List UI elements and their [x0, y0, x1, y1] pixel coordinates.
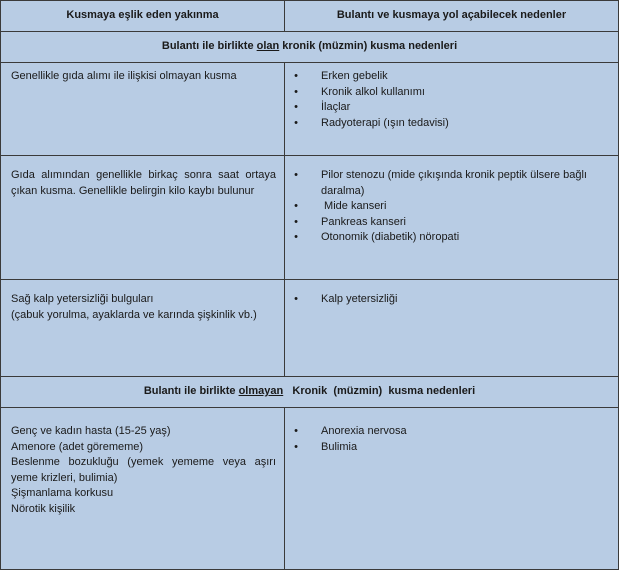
complaint-cell: Sağ kalp yetersizliği bulguları (çabuk yorulma, ayaklarda ve karında şişkinlik vb.) [1, 280, 285, 377]
causes-cell [285, 63, 619, 156]
section-without-nausea [1, 377, 619, 408]
causes-cell [285, 408, 619, 570]
section-with-nausea-title: Bulantı ile birlikte olan kronik (müzmin) kusma nedenleri [1, 32, 619, 63]
list-item: • Mide kanseri [294, 200, 387, 212]
table-row [1, 280, 619, 377]
header-complaint: Kusmaya eşlik eden yakınma [1, 1, 285, 32]
causes-cell [285, 156, 619, 280]
list-item: • Bulimia [294, 440, 358, 453]
complaint-cell: Genellikle gıda alımı ile ilişkisi olmayan kusma [1, 63, 285, 156]
causes-cell [285, 280, 619, 377]
list-item: • Anorexia nervosa [294, 425, 407, 437]
table-row [1, 156, 619, 280]
table-row [1, 408, 619, 570]
list-item: • İlaçlar [294, 101, 351, 113]
complaint-cell: Gıda alımından genellikle birkaç sonra saat ortaya çıkan kusma. Genellikle belirgin kilo kaybı bulunur [1, 156, 285, 280]
list-item: • Pilor stenozu (mide çıkışında kronik peptik ülsere bağlı daralma) [294, 169, 587, 197]
list-item: • Erken gebelik [294, 70, 388, 82]
header-row [1, 1, 619, 32]
list-item: • Pankreas kanseri [294, 215, 406, 228]
header-causes: Bulantı ve kusmaya yol açabilecek nedenler [285, 1, 619, 32]
section-with-nausea [1, 32, 619, 63]
complaint-cell: Genç ve kadın hasta (15-25 yaş) Amenore (adet görememe) Beslenme bozukluğu (yemek yememe veya aşırı yeme krizleri, bulimia) Şişmanlama korkusu Nörotik kişilik [1, 408, 285, 570]
list-item: • Kronik alkol kullanımı [294, 85, 425, 98]
list-item: • Radyoterapi (ışın tedavisi) [294, 116, 449, 129]
list-item: • Otonomik (diabetik) nöropati [294, 231, 460, 243]
section-without-nausea-title: Bulantı ile birlikte olmayan Kronik (müzmin) kusma nedenleri [1, 377, 619, 408]
list-item: • Kalp yetersizliği [294, 293, 398, 305]
table-row [1, 63, 619, 156]
